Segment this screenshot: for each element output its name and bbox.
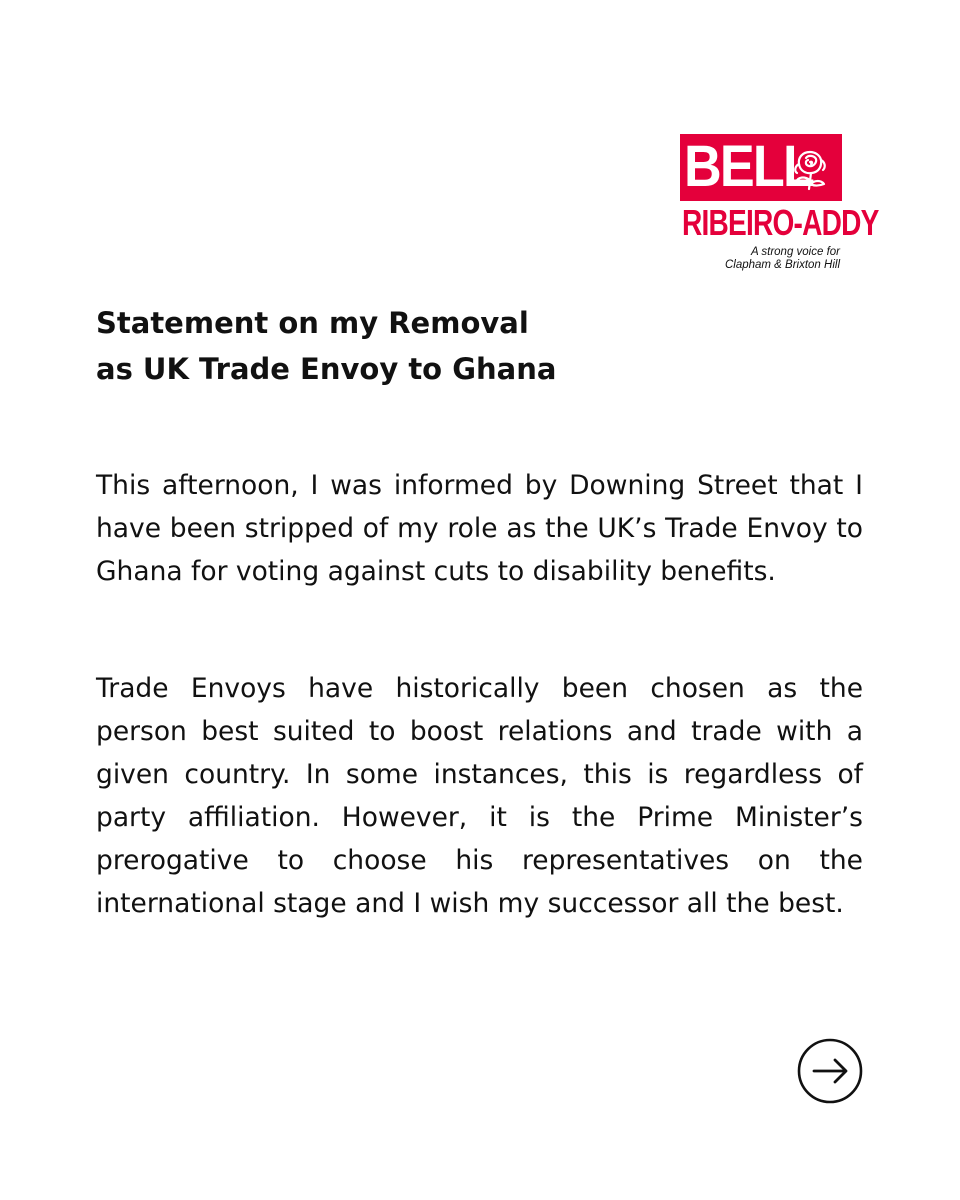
logo-tagline-line-1: A strong voice for — [750, 246, 840, 258]
statement-title-line-2: as UK Trade Envoy to Ghana — [96, 352, 557, 386]
statement-paragraph-1: This afternoon, I was informed by Downing Street that I have been stripped of my role as the UK’s Trade Envoy to Ghana for voting against cuts to disability benefits. — [96, 470, 863, 587]
arrow-right-circle-icon[interactable] — [797, 1038, 863, 1104]
logo-tagline-line-2: Clapham & Brixton Hill — [724, 259, 840, 271]
statement-title — [96, 300, 696, 392]
logo-red-banner — [680, 134, 842, 201]
statement-paragraph-2: Trade Envoys have historically been chosen as the person best suited to boost relations and trade with a given country. In some instances, this is regardless of party affiliation. However, it is the Prime Minister’s prerogative to choose his representatives on the international stage and I wish my successor all the best. — [96, 673, 863, 919]
logo-surname-bell: BELL — [684, 134, 814, 199]
statement-title-line-1: Statement on my Removal — [96, 306, 529, 340]
logo-surname-ribeiro-addy: RIBEIRO-ADDY — [682, 202, 879, 243]
campaign-logo — [680, 134, 879, 274]
logo-tagline — [680, 246, 840, 272]
rose-icon — [784, 142, 836, 194]
